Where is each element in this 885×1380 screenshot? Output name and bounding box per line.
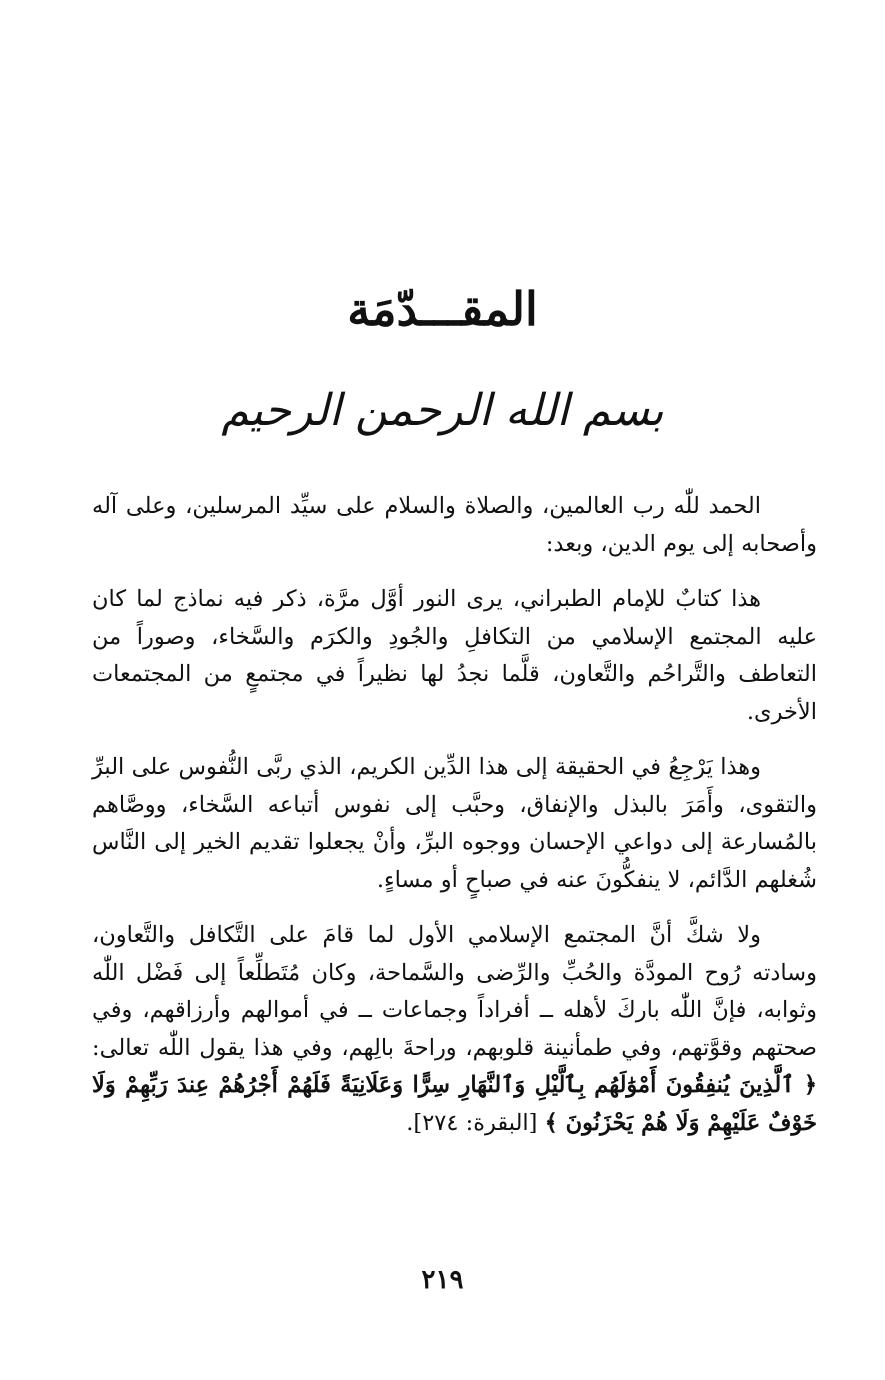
paragraph-2: هذا كتابٌ للإمام الطبراني، يرى النور أوَّل مرَّة، ذكر فيه نماذج لما كان عليه المجتمع الإسلامي من التكافلِ والجُودِ والكرَم والسَّخاء، وصوراً من التعاطف والتَّراحُم والتَّعاون، قلَّما نجدُ لها نظيراً في مجتمعٍ من المجتمعات الأخرى.	[92, 586, 817, 725]
basmala-calligraphy: بسم الله الرحمن الرحيم	[221, 385, 664, 436]
quran-verse: ﴿ ٱلَّذِينَ يُنفِقُونَ أَمْوَٰلَهُم بِٱلَّيْلِ وَٱلنَّهَارِ سِرًّا وَعَلَانِيَةً فَلَهُمْ أَجْرُهُمْ عِندَ رَبِّهِمْ وَلَا خَوْفٌ عَلَيْهِمْ وَلَا هُمْ يَحْزَنُونَ ﴾	[92, 1072, 817, 1136]
paragraph-4-text: ولا شكَّ أنَّ المجتمع الإسلامي الأول لما قامَ على التَّكافل والتَّعاون، وسادته رُوح المودَّة والحُبِّ والرِّضى والسَّماحة، وكان مُتَطلِّعاً إلى فَضْل اللّٰه وثوابه، فإنَّ اللّٰه باركَ لأهله ــ أفراداً وجماعات ــ في أموالهم وأرزاقهم، وفي صحتهم وقوَّتهم، وفي طمأنينة قلوبهم، وراحةَ بالِهم، وفي هذا يقول اللّٰه تعالى:	[92, 922, 817, 1061]
page-number: ٢١٩	[421, 1265, 464, 1295]
body-text	[92, 488, 817, 1160]
verse-citation: [البقرة: ٢٧٤].	[406, 1109, 538, 1136]
page-title: المقـــدّمَة	[347, 282, 538, 336]
paragraph-3: وهذا يَرْجِعُ في الحقيقة إلى هذا الدِّين الكريم، الذي ربَّى النُّفوس على البرِّ والتقوى، وأَمَرَ بالبذل والإنفاق، وحبَّب إلى نفوس أتباعه السَّخاء، ووصَّاهم بالمُسارعة إلى دواعي الإحسان ووجوه البرِّ، وأنْ يجعلوا تقديم الخير إلى النَّاس شُغلهم الدَّائم، لا ينفكُّونَ عنه في صباحٍ أو مساءٍ.	[92, 754, 817, 893]
paragraph-4	[92, 917, 817, 1142]
paragraph-1: الحمد للّٰه رب العالمين، والصلاة والسلام على سيِّد المرسلين، وعلى آله وأصحابه إلى يوم الدين، وبعد:	[92, 493, 817, 557]
